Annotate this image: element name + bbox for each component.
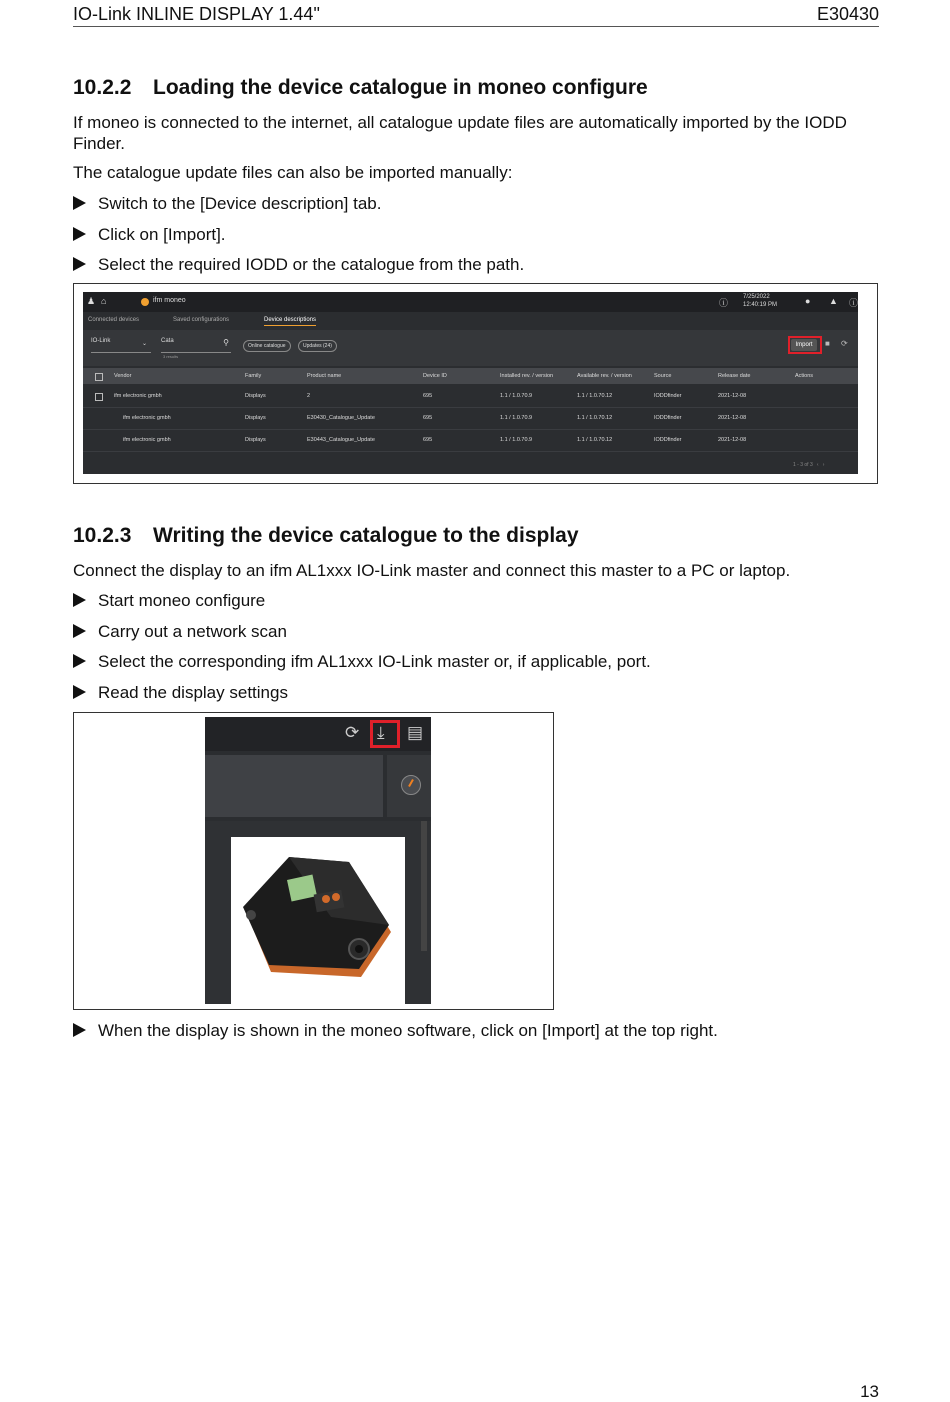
trash-icon: ■ [825, 339, 830, 348]
step-arrow-icon [73, 227, 86, 241]
paragraph: Connect the display to an ifm AL1xxx IO-Link master and connect this master to a PC or laptop. [73, 561, 791, 580]
paragraph: If moneo is connected to the internet, all catalogue update files are automatically imported by the IODD Finder. [73, 113, 847, 153]
printer-icon: ▤ [407, 723, 424, 742]
document-code: E30430 [816, 4, 879, 24]
section-title: Writing the device catalogue to the display [153, 524, 579, 547]
panel-content [205, 821, 431, 1004]
instruction-step: Switch to the [Device description] tab. [73, 193, 381, 214]
row-checkbox [95, 393, 103, 401]
app-topbar [83, 292, 858, 312]
screenshot-read-settings [73, 712, 554, 1010]
table-row: ifm electronic gmbh Displays 2 695 1.1 / 1.0.70.9 1.1 / 1.0.70.12 IODDfinder 2021-12-08 [83, 385, 858, 408]
instruction-step: Select the required IODD or the catalogue from the path. [73, 254, 524, 275]
section-number: 10.2.3 [73, 524, 132, 547]
panel-side-area [387, 755, 431, 817]
search-result-count: 3 results [163, 354, 179, 359]
online-catalogue-chip: Online catalogue [243, 340, 291, 352]
import-button: Import [791, 339, 817, 351]
page-number: 13 [860, 1382, 879, 1401]
section-title: Loading the device catalogue in moneo configure [153, 76, 648, 99]
step-arrow-icon [73, 196, 86, 210]
instruction-step: Start moneo configure [73, 590, 265, 611]
app-toolbar [83, 330, 858, 366]
moneo-app-window [83, 292, 858, 474]
step-arrow-icon [73, 593, 86, 607]
display-device-illustration [231, 837, 405, 1007]
search-input: Cata ⚲ [161, 338, 231, 353]
step-arrow-icon [73, 654, 86, 668]
instruction-step: Select the corresponding ifm AL1xxx IO-Link master or, if applicable, port. [73, 651, 651, 672]
device-image [231, 837, 405, 1007]
warning-icon: ▲ [829, 296, 838, 306]
app-tabs [83, 312, 858, 330]
datetime: 7/25/2022 12:40:19 PM [743, 294, 778, 308]
tab-connected-devices: Connected devices [88, 317, 140, 323]
home-icon: ⌂ [101, 296, 107, 306]
refresh-icon: ⟳ [345, 723, 360, 742]
instruction-step: Click on [Import]. [73, 224, 226, 245]
gauge-icon [401, 775, 421, 795]
instruction-step: Carry out a network scan [73, 621, 287, 642]
moneo-logo-icon [141, 298, 149, 306]
table-row: ifm electronic gmbh Displays E30443_Catalogue_Update 695 1.1 / 1.0.70.9 1.1 / 1.0.70.12 IODDfinder 2021-12-08 [83, 429, 858, 452]
step-arrow-icon [73, 624, 86, 638]
step-arrow-icon [73, 1023, 86, 1037]
tab-saved-configurations: Saved configurations [173, 317, 230, 323]
moneo-device-panel [205, 717, 431, 1004]
screenshot-device-descriptions [73, 283, 878, 484]
bell-icon: ● [805, 296, 811, 306]
search-icon: ⚲ [223, 338, 229, 347]
chevron-down-icon: ⌄ [141, 341, 147, 347]
updates-chip: Updates (24) [298, 340, 337, 352]
step-arrow-icon [73, 685, 86, 699]
user-icon: ♟ [87, 296, 96, 306]
help-icon: ⓘ [719, 298, 729, 308]
pagination: 1 - 3 of 3 ‹ › [793, 462, 825, 468]
select-all-checkbox [95, 373, 103, 381]
info-icon: ⓘ [849, 298, 859, 308]
header-divider [73, 26, 879, 27]
app-name: ifm moneo [153, 297, 186, 304]
instruction-step: Read the display settings [73, 682, 288, 703]
import-highlight-box [370, 720, 400, 748]
section-heading-10-2-3 [73, 524, 579, 548]
tab-device-descriptions: Device descriptions [264, 317, 316, 326]
refresh-icon: ⟳ [841, 339, 848, 348]
panel-header-area [205, 755, 383, 817]
table-header: Vendor Family Product name Device ID Installed rev. / version Available rev. / version Source Release date Actions [83, 368, 858, 384]
download-icon: ⤓ [377, 723, 385, 742]
table-row: ifm electronic gmbh Displays E30430_Catalogue_Update 695 1.1 / 1.0.70.9 1.1 / 1.0.70.12 IODDfinder 2021-12-08 [83, 407, 858, 430]
document-title: IO-Link INLINE DISPLAY 1.44" [73, 4, 320, 24]
import-highlight-box [788, 336, 822, 354]
paragraph: The catalogue update files can also be imported manually: [73, 163, 513, 182]
section-number: 10.2.2 [73, 76, 132, 99]
filter-select: IO-Link ⌄ [91, 338, 151, 353]
section-heading-10-2-2 [73, 76, 648, 100]
scrollbar [421, 821, 427, 951]
step-arrow-icon [73, 257, 86, 271]
panel-toolbar [205, 717, 431, 751]
instruction-step: When the display is shown in the moneo software, click on [Import] at the top right. [73, 1020, 718, 1041]
